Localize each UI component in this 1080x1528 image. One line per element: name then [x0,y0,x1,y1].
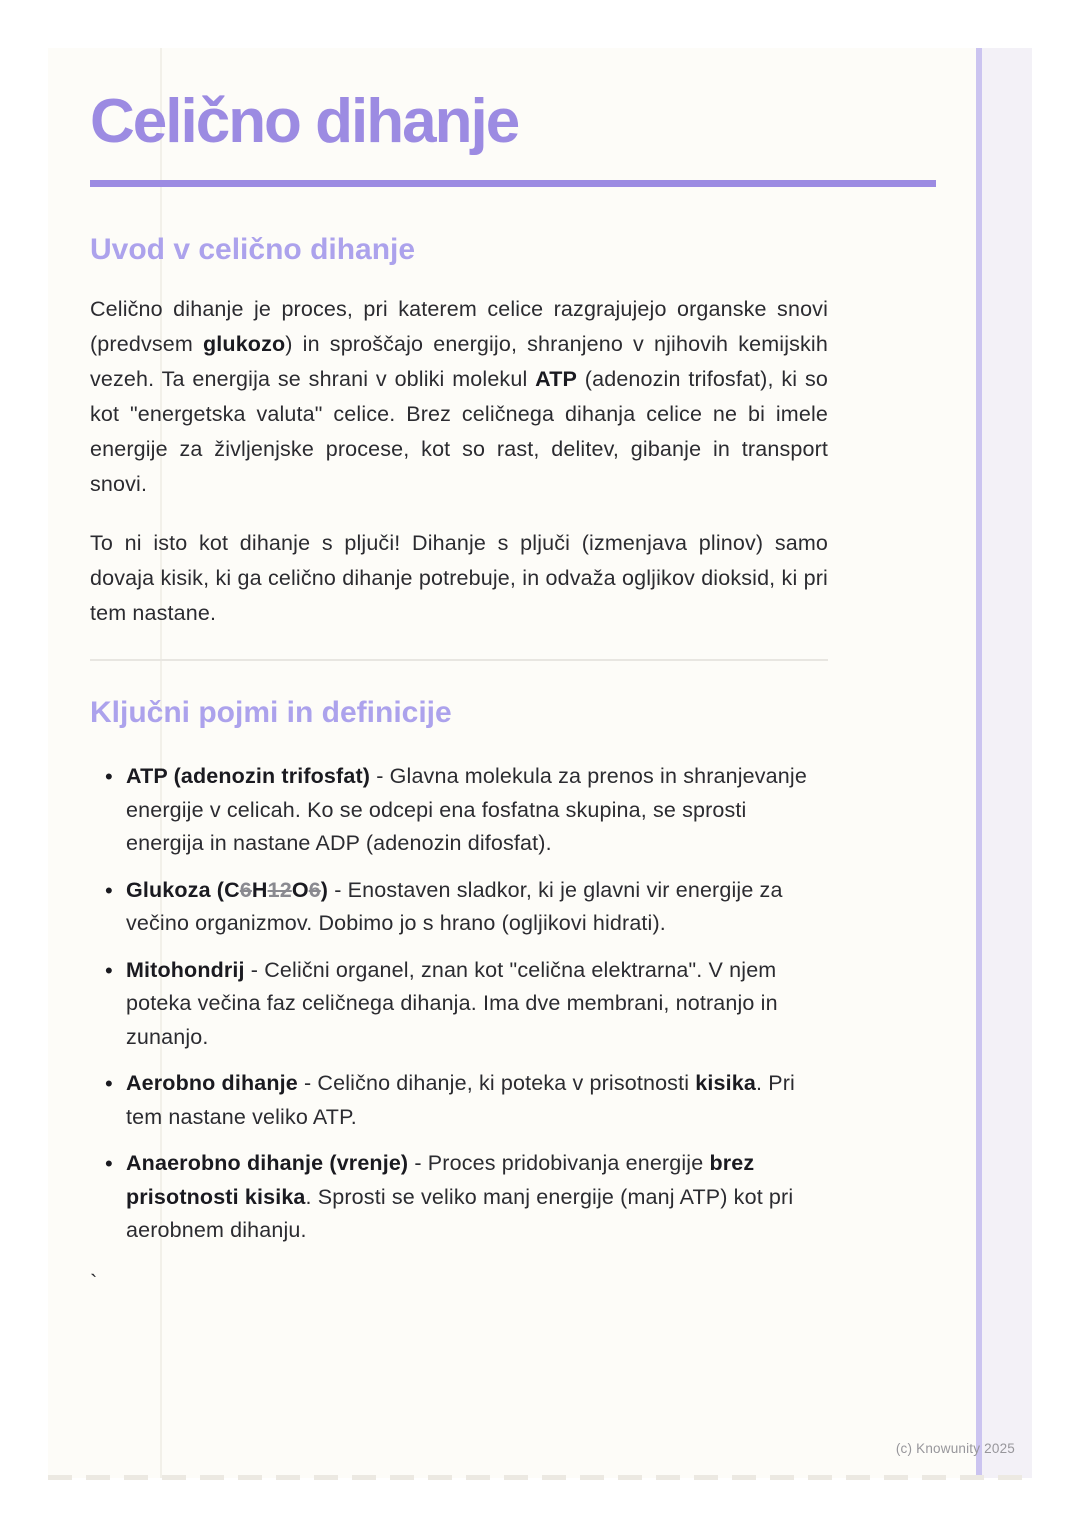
bold-run: brez prisotnosti kisika [126,1151,755,1209]
right-side-panel [982,48,1032,1478]
term-label: Aerobno dihanje [126,1071,298,1095]
term-label: ) [320,877,329,902]
term-label: Glukoza (C [126,877,240,902]
intro-paragraph-2: To ni isto kot dihanje s pljuči! Dihanje s pljuči (izmenjava plinov) samo dovaja kisik, ki ga celično dihanje potrebuje, in odvaža ogljikov dioksid, ki pri tem nastane. [90,531,828,625]
term-description: . Pri tem nastane veliko ATP. [126,1071,795,1129]
bold-run: kisika [695,1071,756,1095]
text-run: ) in sproščajo energijo, shranjeno v njihovih kemijskih vezeh. Ta energija se shrani v obliki molekul [90,332,828,391]
strikethrough-number: 12 [267,877,292,902]
term-label: H [251,877,268,902]
terms-list [90,760,828,1248]
text-run: Celično dihanje je proces, pri katerem celice razgrajujejo organske snovi (predvsem [90,297,828,356]
section-heading-terms: Ključni pojmi in definicije [90,696,452,729]
section-divider [90,659,828,661]
list-item-aerobno [126,1067,828,1134]
term-label: Mitohondrij [126,957,245,982]
list-item-glukoza [126,874,828,941]
term-description: - Celično dihanje, ki poteka v prisotnosti [297,1071,696,1095]
document-page [48,48,1032,1478]
intro-paragraph-1 [90,292,828,502]
list-item-mitohondrij [126,954,828,1055]
list-item-atp [126,760,828,861]
term-description: - Proces pridobivanja energije [408,1151,710,1175]
stray-character: ` [90,1269,98,1295]
term-label: O [291,877,309,902]
term-label: ATP (adenozin trifosfat) [126,764,371,788]
term-description: . Sprosti se veliko manj energije (manj ATP) kot pri aerobnem dihanju. [126,1184,794,1242]
page-title: Celično dihanje [90,87,519,156]
strikethrough-number: 6 [239,877,252,902]
bold-run: ATP [535,367,578,391]
section-heading-intro: Uvod v celično dihanje [90,233,416,266]
term-description: - Enostaven sladkor, ki je glavni vir energije za večino organizmov. Dobimo jo s hrano (ogljikovi hidrati). [126,877,783,935]
strikethrough-number: 6 [308,877,321,902]
term-label: Anaerobno dihanje (vrenje) [126,1151,409,1175]
term-description: - Glavna molekula za prenos in shranjevanje energije v celicah. Ko se odcepi ena fosfatna skupina, se sprosti energija in nastane ADP (adenozin difosfat). [126,764,807,855]
title-underline-rule [90,180,936,187]
bold-run: glukozo [203,332,286,356]
copyright-footer: (c) Knowunity 2025 [895,1441,1015,1456]
term-description: - Celični organel, znan kot "celična elektrarna". V njem poteka večina faz celičnega dihanja. Ima dve membrani, notranjo in zunanjo. [126,957,778,1049]
text-run: (adenozin trifosfat), ki so kot "energetska valuta" celice. Brez celičnega dihanja celice ne bi imele energije za življenjske procese, kot so rast, delitev, gibanje in transport snovi. [90,367,828,496]
document-content [90,48,828,1296]
list-item-anaerobno [126,1147,828,1248]
